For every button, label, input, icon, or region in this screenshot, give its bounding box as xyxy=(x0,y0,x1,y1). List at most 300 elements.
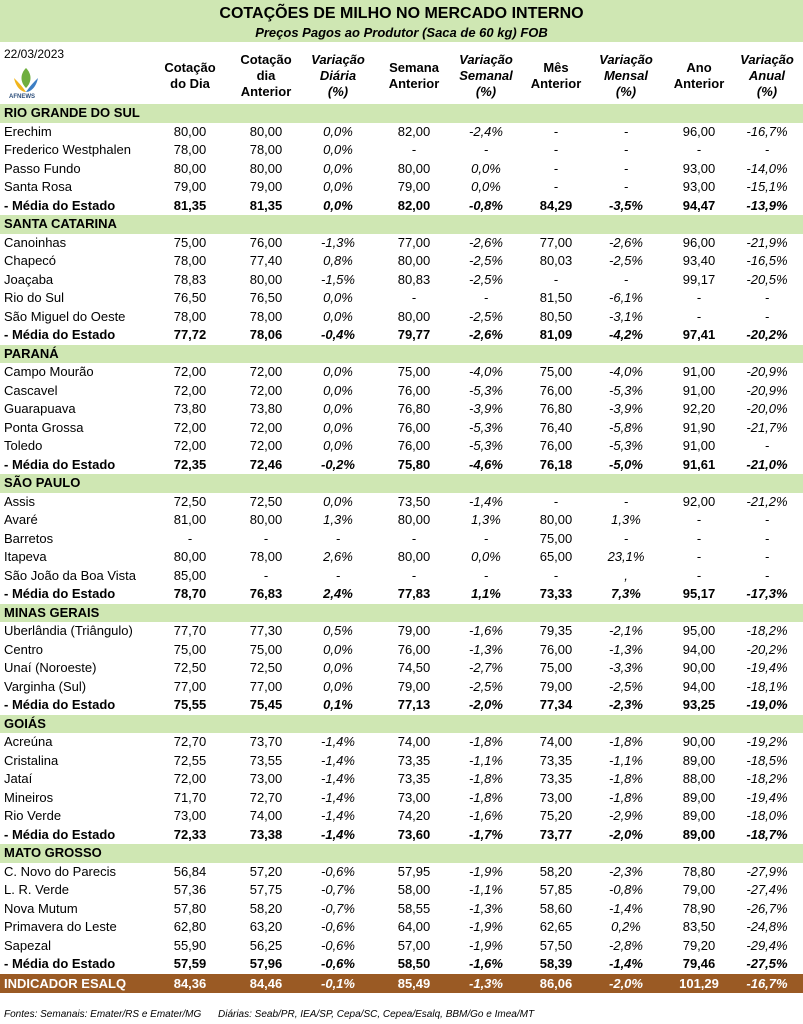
table-cell: -19,4% xyxy=(746,660,788,675)
column-header: Cotação do Dia xyxy=(164,60,216,91)
table-cell: 96,00 xyxy=(682,123,716,139)
table-cell: 77,13 xyxy=(397,697,431,712)
table-cell: 81,50 xyxy=(539,290,573,305)
state-average-row xyxy=(0,326,803,345)
table-cell: - xyxy=(764,308,770,324)
table-cell: -1,3% xyxy=(469,641,503,657)
table-cell: - xyxy=(483,530,489,546)
table-cell: 0,0% xyxy=(323,160,353,176)
table-cell: -2,0% xyxy=(469,697,503,712)
table-cell: 93,25 xyxy=(682,697,716,712)
table-cell: - xyxy=(696,290,702,305)
table-cell: -24,8% xyxy=(746,919,788,934)
table-cell: 77,40 xyxy=(249,253,283,268)
table-cell: 58,50 xyxy=(397,956,431,971)
table-cell: -1,1% xyxy=(469,752,503,768)
table-cell: 75,00 xyxy=(397,364,431,379)
state-name: MINAS GERAIS xyxy=(4,604,100,620)
table-cell: -5,3% xyxy=(469,419,503,435)
table-cell: 82,00 xyxy=(397,197,431,213)
table-cell: -1,8% xyxy=(469,771,503,786)
table-cell: 81,35 xyxy=(173,197,207,213)
table-cell: 0,0% xyxy=(323,419,353,435)
table-cell: - xyxy=(696,512,702,527)
table-cell: -1,4% xyxy=(321,789,355,805)
table-cell: -1,3% xyxy=(469,900,503,916)
table-cell: 72,50 xyxy=(249,660,283,675)
average-label: - Média do Estado xyxy=(4,586,116,601)
table-cell: 0,0% xyxy=(471,160,501,176)
table-cell: -3,9% xyxy=(469,401,503,416)
table-cell: 79,35 xyxy=(539,623,573,638)
table-cell: -0,6% xyxy=(321,863,355,879)
table-cell: -20,9% xyxy=(746,364,788,379)
table-cell: 78,83 xyxy=(173,271,207,287)
column-header: Variação Semanal (%) xyxy=(459,52,513,99)
table-cell: -0,6% xyxy=(321,956,355,971)
table-cell: -2,5% xyxy=(469,308,503,324)
table-cell: -1,7% xyxy=(469,826,503,842)
table-cell: -18,7% xyxy=(746,826,788,842)
table-cell: 91,00 xyxy=(682,382,716,398)
table-cell: -0,7% xyxy=(321,882,355,897)
table-cell: 64,00 xyxy=(397,919,431,934)
footer-weekly-sources: Fontes: Semanais: Emater/RS e Emater/MG xyxy=(4,1009,202,1020)
table-cell: -5,3% xyxy=(469,438,503,453)
table-cell: 96,00 xyxy=(682,234,716,250)
table-cell: -17,3% xyxy=(746,586,788,601)
table-cell: - xyxy=(696,308,702,324)
table-cell: 89,00 xyxy=(682,808,716,823)
table-cell: 73,50 xyxy=(397,493,431,509)
table-cell: 72,50 xyxy=(173,493,207,509)
table-cell: 80,50 xyxy=(539,308,573,324)
city-name: Guarapuava xyxy=(4,401,76,416)
table-cell: 76,00 xyxy=(397,438,431,453)
table-row xyxy=(0,419,803,438)
table-cell: - xyxy=(411,567,417,583)
table-row xyxy=(0,400,803,419)
state-name: SÃO PAULO xyxy=(4,475,81,490)
table-cell: 58,55 xyxy=(397,900,431,916)
state-section-header xyxy=(0,604,803,623)
table-cell: 72,35 xyxy=(173,456,207,472)
table-cell: 83,50 xyxy=(682,919,716,934)
table-cell: -1,3% xyxy=(609,641,643,657)
table-cell: -2,6% xyxy=(469,234,503,250)
table-cell: -18,0% xyxy=(746,808,788,823)
table-cell: -18,2% xyxy=(746,623,788,638)
table-cell: 78,70 xyxy=(173,586,207,601)
city-name: Chapecó xyxy=(4,253,57,268)
table-cell: - xyxy=(764,438,770,453)
column-header: Semana Anterior xyxy=(388,60,440,91)
table-cell: 80,00 xyxy=(397,549,431,564)
table-cell: -3,3% xyxy=(609,660,643,675)
table-cell: 77,70 xyxy=(173,623,207,638)
table-cell: 76,80 xyxy=(397,401,431,416)
table-cell: 84,29 xyxy=(539,197,573,213)
table-cell: 0,0% xyxy=(323,678,353,694)
table-cell: - xyxy=(263,567,269,583)
table-cell: 74,20 xyxy=(397,808,431,823)
table-cell: -5,8% xyxy=(609,419,643,435)
table-cell: 73,00 xyxy=(173,808,207,823)
table-cell: 73,55 xyxy=(249,752,283,768)
table-cell: - xyxy=(764,142,770,157)
state-section-header xyxy=(0,474,803,493)
table-cell: 92,20 xyxy=(682,401,716,416)
table-cell: 90,00 xyxy=(682,734,716,749)
table-cell: 80,00 xyxy=(249,160,283,176)
table-cell: -1,5% xyxy=(321,271,355,287)
table-cell: -2,8% xyxy=(609,937,643,953)
table-cell: 72,00 xyxy=(249,438,283,453)
table-cell: 0,0% xyxy=(471,549,501,564)
table-cell: -27,5% xyxy=(746,956,788,971)
table-cell: 75,80 xyxy=(397,456,431,472)
table-cell: -4,2% xyxy=(609,327,643,342)
table-row xyxy=(0,789,803,808)
table-cell: 72,00 xyxy=(173,364,207,379)
table-cell: 76,00 xyxy=(397,419,431,435)
table-cell: 78,90 xyxy=(682,900,716,916)
table-cell: - xyxy=(187,530,193,546)
state-name: MATO GROSSO xyxy=(4,845,102,860)
table-cell: 1,1% xyxy=(471,586,501,601)
table-cell: 76,83 xyxy=(249,586,283,601)
table-cell: 57,50 xyxy=(539,937,573,953)
table-cell: 76,50 xyxy=(173,290,207,305)
table-cell: 72,00 xyxy=(249,419,283,435)
state-section-header xyxy=(0,215,803,234)
table-cell: 0,0% xyxy=(323,290,353,305)
table-cell: - xyxy=(623,142,629,157)
state-name: RIO GRANDE DO SUL xyxy=(4,105,140,120)
table-cell: -2,5% xyxy=(469,678,503,694)
table-cell: 0,0% xyxy=(323,438,353,453)
column-header: Cotação dia Anterior xyxy=(240,52,292,99)
table-cell: 0,0% xyxy=(323,401,353,416)
city-name: Centro xyxy=(4,641,44,657)
table-cell: 76,50 xyxy=(249,290,283,305)
table-cell: -2,6% xyxy=(469,327,503,342)
table-cell: 75,20 xyxy=(539,808,573,823)
table-cell: -1,9% xyxy=(469,937,503,953)
table-row xyxy=(0,363,803,382)
average-label: - Média do Estado xyxy=(4,197,116,213)
table-cell: 76,18 xyxy=(539,456,573,472)
city-name: Joaçaba xyxy=(4,271,54,287)
table-row xyxy=(0,900,803,919)
table-cell: -1,3% xyxy=(321,234,355,250)
table-cell: 65,00 xyxy=(539,549,573,564)
table-cell: 57,80 xyxy=(173,900,207,916)
city-name: Passo Fundo xyxy=(4,160,81,176)
table-cell: 73,35 xyxy=(539,752,573,768)
column-header: Ano Anterior xyxy=(673,60,725,91)
table-cell: 80,00 xyxy=(249,123,283,139)
table-cell: -1,1% xyxy=(609,752,643,768)
table-cell: 76,00 xyxy=(539,641,573,657)
table-row xyxy=(0,160,803,179)
table-row xyxy=(0,178,803,197)
table-cell: 76,00 xyxy=(539,382,573,398)
column-header: Variação Mensal (%) xyxy=(599,52,653,99)
table-cell: 73,38 xyxy=(249,826,283,842)
table-cell: 94,00 xyxy=(682,678,716,694)
city-name: Avaré xyxy=(4,512,38,527)
table-cell: 1,3% xyxy=(471,512,501,527)
table-cell: - xyxy=(764,290,770,305)
table-cell: -2,5% xyxy=(609,253,643,268)
table-cell: 95,00 xyxy=(682,623,716,638)
table-cell: 80,00 xyxy=(397,160,431,176)
table-cell: -1,4% xyxy=(321,734,355,749)
table-cell: -5,3% xyxy=(609,382,643,398)
table-cell: 73,00 xyxy=(539,789,573,805)
table-cell: 55,90 xyxy=(173,937,207,953)
table-cell: 93,00 xyxy=(682,160,716,176)
table-cell: 97,41 xyxy=(682,327,716,342)
table-row xyxy=(0,382,803,401)
table-cell: -1,6% xyxy=(469,956,503,971)
table-cell: 2,4% xyxy=(323,586,353,601)
table-cell: 80,03 xyxy=(539,253,573,268)
city-name: Unaí (Noroeste) xyxy=(4,660,97,675)
table-cell: - xyxy=(553,567,559,583)
table-row xyxy=(0,511,803,530)
state-name: GOIÁS xyxy=(4,715,46,731)
table-cell: 57,20 xyxy=(249,863,283,879)
table-cell: 58,20 xyxy=(539,863,573,879)
table-cell: -0,7% xyxy=(321,900,355,916)
indicator-cell: -2,0% xyxy=(609,975,643,991)
table-cell: - xyxy=(696,142,702,157)
table-cell: 78,00 xyxy=(173,308,207,324)
table-cell: -14,0% xyxy=(746,160,788,176)
table-row xyxy=(0,493,803,512)
table-cell: - xyxy=(623,493,629,509)
table-cell: 79,20 xyxy=(682,937,716,953)
table-cell: 23,1% xyxy=(607,549,645,564)
table-cell: 80,00 xyxy=(173,549,207,564)
table-cell: 79,00 xyxy=(682,882,716,897)
table-row xyxy=(0,289,803,308)
table-cell: - xyxy=(764,549,770,564)
state-name: PARANÁ xyxy=(4,345,59,361)
city-name: Canoinhas xyxy=(4,234,67,250)
table-cell: 75,45 xyxy=(249,697,283,712)
table-cell: - xyxy=(411,290,417,305)
quote-date: 22/03/2023 xyxy=(4,47,65,61)
table-cell: 56,84 xyxy=(173,863,207,879)
average-label: - Média do Estado xyxy=(4,327,116,342)
table-cell: 80,00 xyxy=(173,160,207,176)
table-cell: 58,60 xyxy=(539,900,573,916)
table-cell: 0,0% xyxy=(323,308,353,324)
table-cell: 81,09 xyxy=(539,327,573,342)
city-name: Acreúna xyxy=(4,734,53,749)
table-cell: 77,34 xyxy=(539,697,573,712)
table-cell: -1,4% xyxy=(609,956,643,971)
average-label: - Média do Estado xyxy=(4,956,116,971)
table-cell: 89,00 xyxy=(682,789,716,805)
table-cell: 72,46 xyxy=(249,456,283,472)
city-name: Nova Mutum xyxy=(4,900,78,916)
table-cell: 1,3% xyxy=(323,512,353,527)
table-cell: 80,83 xyxy=(397,271,431,287)
table-cell: -19,2% xyxy=(746,734,788,749)
table-cell: 58,00 xyxy=(397,882,431,897)
table-cell: 81,35 xyxy=(249,197,283,213)
table-cell: 91,61 xyxy=(682,456,716,472)
table-cell: 72,70 xyxy=(173,734,207,749)
table-cell: -1,8% xyxy=(469,734,503,749)
city-name: Mineiros xyxy=(4,789,54,805)
indicator-cell: 84,36 xyxy=(173,975,207,991)
table-cell: -21,2% xyxy=(746,493,788,509)
table-cell: - xyxy=(623,271,629,287)
table-cell: 77,00 xyxy=(249,678,283,694)
table-cell: 93,00 xyxy=(682,179,716,194)
table-cell: -20,5% xyxy=(746,271,788,287)
table-cell: 74,00 xyxy=(397,734,431,749)
table-cell: -4,6% xyxy=(469,456,503,472)
table-cell: 81,00 xyxy=(173,512,207,527)
state-name: SANTA CATARINA xyxy=(4,216,117,231)
table-cell: -15,1% xyxy=(746,179,788,194)
table-cell: 57,96 xyxy=(249,956,283,971)
table-cell: 74,00 xyxy=(249,808,283,823)
table-cell: -0,4% xyxy=(321,327,355,342)
table-cell: - xyxy=(553,179,559,194)
table-cell: 73,77 xyxy=(539,826,573,842)
table-cell: 56,25 xyxy=(249,937,283,953)
city-name: Rio Verde xyxy=(4,808,62,823)
table-cell: -3,1% xyxy=(609,308,643,324)
table-cell: 76,00 xyxy=(397,641,431,657)
table-cell: -21,9% xyxy=(746,234,788,250)
table-cell: - xyxy=(553,123,559,139)
table-cell: 74,00 xyxy=(539,734,573,749)
table-cell: - xyxy=(263,530,269,546)
table-row xyxy=(0,308,803,327)
table-cell: 0,0% xyxy=(323,660,353,675)
table-cell: 0,5% xyxy=(323,623,353,638)
table-cell: -1,4% xyxy=(321,808,355,823)
table-cell: 73,00 xyxy=(249,771,283,786)
indicator-cell: 85,49 xyxy=(397,975,431,991)
table-cell: -3,9% xyxy=(609,401,643,416)
table-cell: - xyxy=(553,271,559,287)
table-cell: -0,8% xyxy=(609,882,643,897)
table-cell: 72,00 xyxy=(173,438,207,453)
table-cell: 72,50 xyxy=(249,493,283,509)
table-cell: 2,6% xyxy=(323,549,353,564)
city-name: Itapeva xyxy=(4,549,47,564)
table-cell: -0,8% xyxy=(469,197,503,213)
table-row xyxy=(0,252,803,271)
average-label: - Média do Estado xyxy=(4,826,116,842)
table-cell: 73,35 xyxy=(539,771,573,786)
table-cell: 0,8% xyxy=(323,253,353,268)
table-cell: 89,00 xyxy=(682,826,716,842)
table-cell: 90,00 xyxy=(682,660,716,675)
table-cell: 77,00 xyxy=(173,678,207,694)
table-cell: 72,00 xyxy=(173,382,207,398)
table-cell: 0,0% xyxy=(471,179,501,194)
indicator-esalq-row xyxy=(0,974,803,993)
average-label: - Média do Estado xyxy=(4,456,116,472)
table-cell: 57,59 xyxy=(173,956,207,971)
table-cell: -21,0% xyxy=(746,456,788,472)
table-cell: - xyxy=(411,142,417,157)
table-cell: 80,00 xyxy=(397,253,431,268)
city-name: Rio do Sul xyxy=(4,290,64,305)
table-cell: 76,40 xyxy=(539,419,573,435)
table-cell: -2,3% xyxy=(609,863,643,879)
table-row xyxy=(0,530,803,549)
state-average-row xyxy=(0,696,803,715)
table-cell: 78,00 xyxy=(173,253,207,268)
table-cell: 76,80 xyxy=(539,401,573,416)
table-row xyxy=(0,881,803,900)
table-cell: - xyxy=(764,512,770,527)
table-cell: 91,90 xyxy=(682,419,716,435)
table-cell: -18,5% xyxy=(746,752,788,768)
table-row xyxy=(0,548,803,567)
table-cell: 85,00 xyxy=(173,567,207,583)
indicator-cell: -16,7% xyxy=(746,975,788,991)
table-cell: -29,4% xyxy=(746,937,788,953)
table-cell: -4,0% xyxy=(469,364,503,379)
table-cell: -0,6% xyxy=(321,937,355,953)
table-cell: -3,5% xyxy=(609,197,643,213)
table-cell: 62,80 xyxy=(173,919,207,934)
table-cell: 76,00 xyxy=(397,382,431,398)
table-cell: 94,00 xyxy=(682,641,716,657)
table-cell: -27,4% xyxy=(746,882,788,897)
table-row xyxy=(0,863,803,882)
state-section-header xyxy=(0,715,803,734)
city-name: Varginha (Sul) xyxy=(4,678,87,694)
state-section-header xyxy=(0,104,803,123)
table-cell: -1,8% xyxy=(609,734,643,749)
table-cell: -19,0% xyxy=(746,697,788,712)
table-cell: -2,1% xyxy=(609,623,643,638)
table-cell: -1,4% xyxy=(469,493,503,509)
table-cell: 63,20 xyxy=(249,919,283,934)
table-cell: -20,9% xyxy=(746,382,788,398)
table-cell: 78,80 xyxy=(682,863,716,879)
average-label: - Média do Estado xyxy=(4,697,116,712)
table-cell: -1,8% xyxy=(609,789,643,805)
city-name: Campo Mourão xyxy=(4,364,94,379)
table-cell: - xyxy=(764,567,770,583)
table-cell: 57,95 xyxy=(397,863,431,879)
table-cell: 73,80 xyxy=(173,401,207,416)
table-cell: 72,50 xyxy=(173,660,207,675)
table-row xyxy=(0,271,803,290)
city-name: São Miguel do Oeste xyxy=(4,308,126,324)
table-cell: -1,8% xyxy=(609,771,643,786)
table-cell: - xyxy=(623,530,629,546)
table-cell: 80,00 xyxy=(249,512,283,527)
table-cell: -1,6% xyxy=(469,623,503,638)
table-cell: 72,00 xyxy=(249,364,283,379)
table-cell: 73,00 xyxy=(397,789,431,805)
